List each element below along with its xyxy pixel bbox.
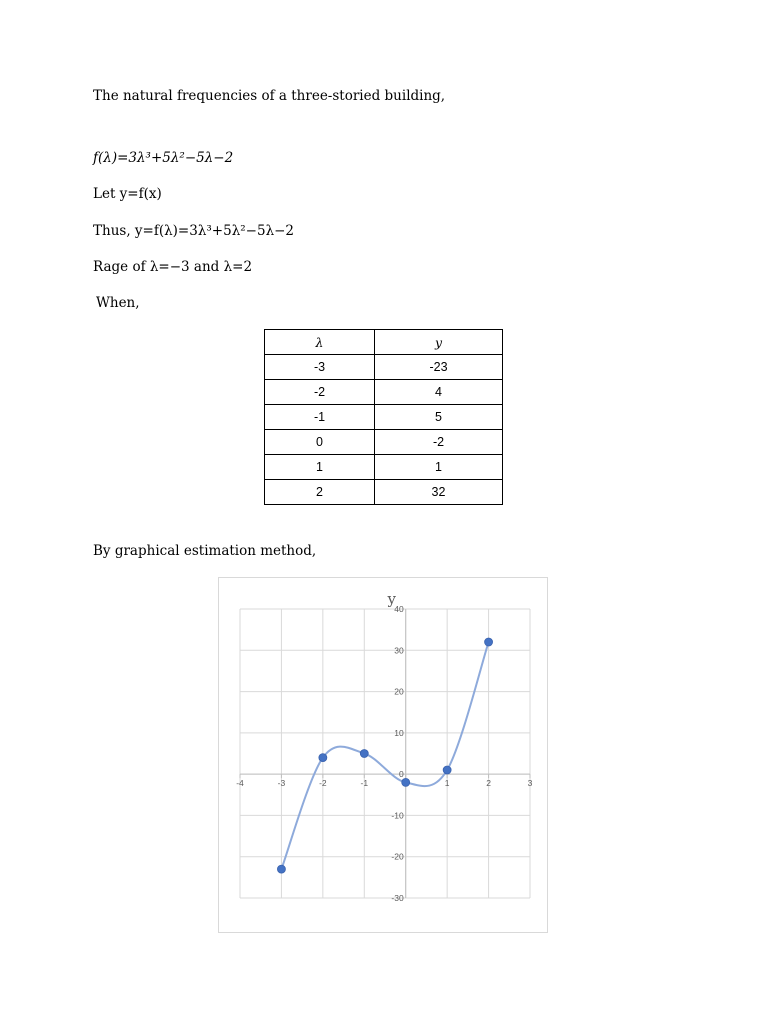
table-header-row bbox=[265, 330, 503, 355]
cell-y: 32 bbox=[375, 480, 503, 505]
cell-y: 4 bbox=[375, 380, 503, 405]
header-y: y bbox=[375, 330, 503, 355]
table-row bbox=[265, 355, 503, 380]
data-point bbox=[319, 754, 327, 762]
data-point bbox=[485, 638, 493, 646]
function-equation: f(λ)=3λ³+5λ²−5λ−2 bbox=[93, 150, 234, 166]
y-tick-label: 10 bbox=[394, 727, 404, 738]
header-lambda: λ bbox=[265, 330, 375, 355]
y-tick-label: -20 bbox=[391, 851, 404, 862]
x-tick-label: -1 bbox=[360, 778, 369, 789]
cell-lambda: -3 bbox=[265, 355, 375, 380]
data-point bbox=[360, 750, 368, 758]
x-tick-label: -3 bbox=[277, 778, 286, 789]
table-row bbox=[265, 430, 503, 455]
series-line bbox=[281, 642, 488, 869]
cell-lambda: -1 bbox=[265, 405, 375, 430]
x-tick-label: -2 bbox=[319, 778, 327, 789]
method-text: By graphical estimation method, bbox=[93, 543, 317, 559]
cell-y: -2 bbox=[375, 430, 503, 455]
when-text: When, bbox=[96, 295, 140, 311]
scatter-chart bbox=[219, 578, 549, 934]
x-tick-label: 1 bbox=[444, 778, 450, 789]
x-tick-label: -4 bbox=[236, 778, 244, 789]
values-table bbox=[264, 329, 503, 505]
table-row bbox=[265, 405, 503, 430]
table-row bbox=[265, 480, 503, 505]
cell-y: 5 bbox=[375, 405, 503, 430]
y-axis-label: y bbox=[387, 590, 396, 608]
y-tick-label: -10 bbox=[391, 810, 404, 821]
cell-lambda: 2 bbox=[265, 480, 375, 505]
y-tick-label: 30 bbox=[394, 645, 404, 656]
data-point bbox=[443, 766, 451, 774]
x-tick-label: 2 bbox=[486, 778, 491, 789]
cell-y: 1 bbox=[375, 455, 503, 480]
y-tick-label: -30 bbox=[391, 893, 404, 903]
x-tick-label: 3 bbox=[527, 778, 533, 789]
chart-container bbox=[218, 577, 548, 933]
data-point bbox=[277, 865, 285, 873]
intro-text: The natural frequencies of a three-storied building, bbox=[93, 88, 446, 104]
y-tick-label: 40 bbox=[394, 604, 404, 614]
let-statement: Let y=f(x) bbox=[93, 186, 162, 202]
thus-statement: Thus, y=f(λ)=3λ³+5λ²−5λ−2 bbox=[93, 223, 295, 239]
cell-lambda: -2 bbox=[265, 380, 375, 405]
cell-lambda: 1 bbox=[265, 455, 375, 480]
range-statement: Rage of λ=−3 and λ=2 bbox=[93, 259, 253, 275]
table-row bbox=[265, 455, 503, 480]
cell-lambda: 0 bbox=[265, 430, 375, 455]
y-tick-label: 0 bbox=[398, 769, 404, 780]
data-point bbox=[402, 778, 410, 786]
y-tick-label: 20 bbox=[394, 686, 404, 697]
table-row bbox=[265, 380, 503, 405]
cell-y: -23 bbox=[375, 355, 503, 380]
